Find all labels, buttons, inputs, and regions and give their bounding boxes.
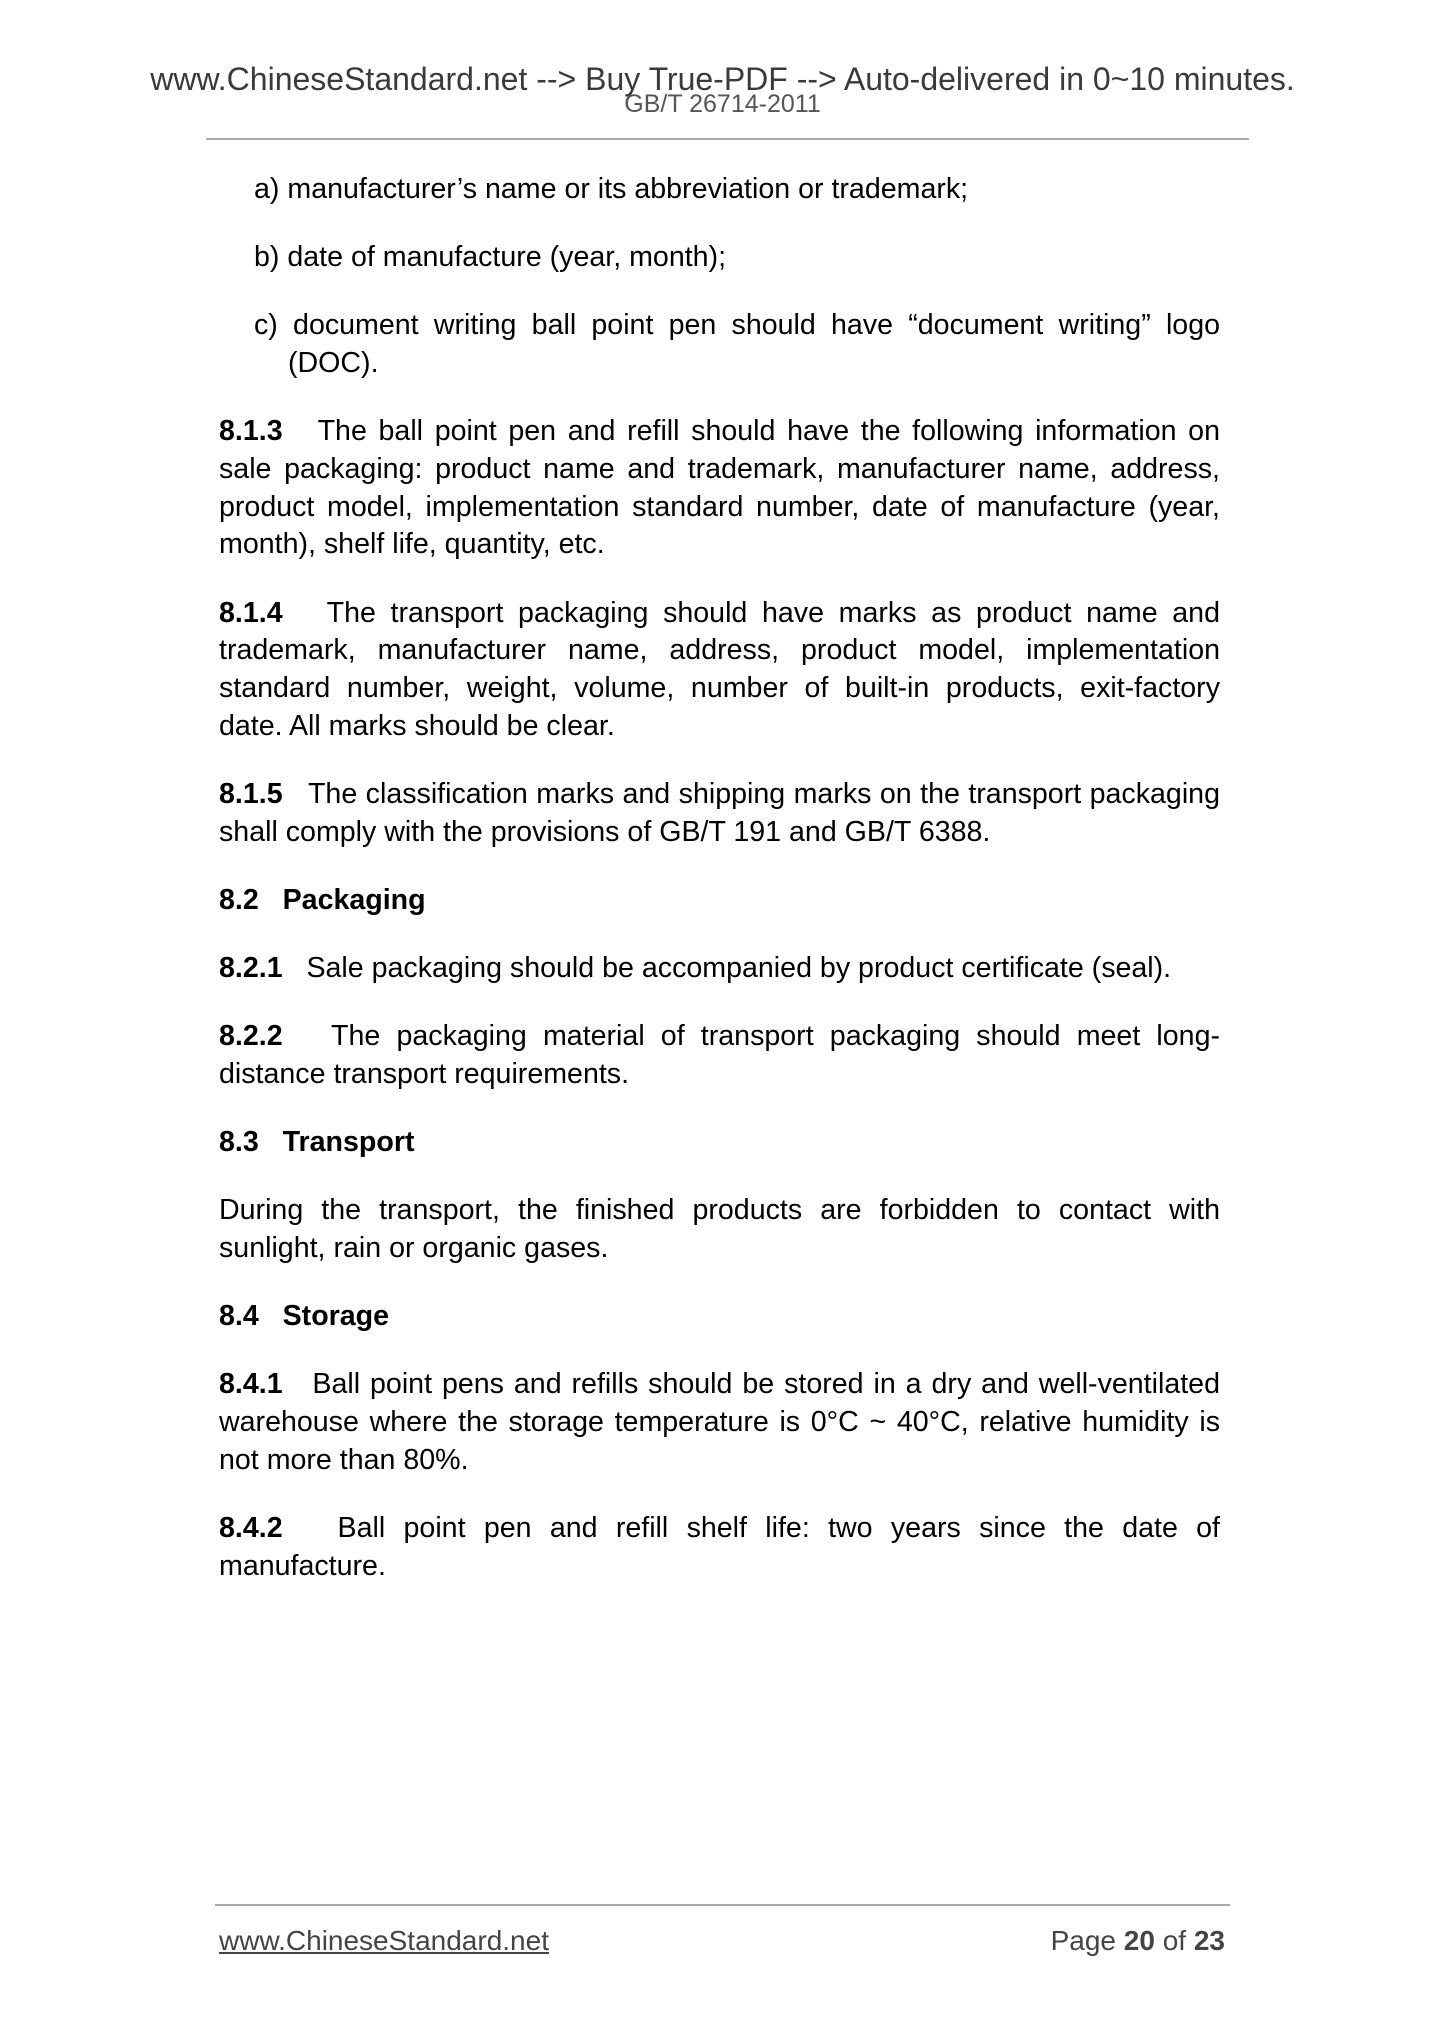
clause-text: Ball point pen and refill shelf life: two years since the date of manufacture. <box>219 1512 1220 1582</box>
clause-paragraph <box>219 413 1220 564</box>
clause-paragraph <box>219 950 1220 988</box>
heading-text: Storage <box>282 1300 390 1333</box>
section-heading <box>219 882 1220 920</box>
clause-paragraph <box>219 595 1220 746</box>
section-heading <box>219 1298 1220 1336</box>
clause-text: Ball point pens and refills should be stored in a dry and well-ventilated warehouse where the storage temperature is 0°C ~ 40°C, relative humidity is not more than 80%. <box>219 1368 1220 1476</box>
list-item: a) manufacturer’s name or its abbreviation or trademark; <box>254 173 969 205</box>
clause-text: The transport packaging should have marks as product name and trademark, manufacturer name, address, product model, implementation standard number, weight, volume, number of built-in products, exit-factory date. All marks should be clear. <box>219 596 1220 742</box>
clause-paragraph <box>219 776 1220 851</box>
clause-number: 8.1.5 <box>219 777 283 810</box>
section-heading <box>219 1124 1220 1162</box>
footer-website-link[interactable]: www.ChineseStandard.net <box>219 1925 549 1956</box>
heading-text: Transport <box>282 1126 415 1159</box>
list-item: b) date of manufacture (year, month); <box>254 241 727 274</box>
header-banner: www.ChineseStandard.net --> Buy True-PDF --> Auto-delivered in 0~10 minutes. <box>150 61 1295 97</box>
clause-number: 8.4 <box>219 1300 259 1333</box>
clause-number: 8.2.1 <box>219 952 283 985</box>
clause-text: The ball point pen and refill should have the following information on sale packaging: product name and trademark, manufacturer name, address, product model, implementation standard number, date of manufacture (year, month), shelf life, quantity, etc. <box>219 415 1220 561</box>
clause-paragraph <box>219 1366 1220 1479</box>
clause-paragraph <box>219 1510 1220 1585</box>
standard-number: GB/T 26714-2011 <box>624 90 821 118</box>
clause-number: 8.4.1 <box>219 1368 283 1401</box>
page-indicator <box>1051 1924 1225 1958</box>
document-body <box>219 171 1220 1616</box>
page-prefix: Page <box>1050 1925 1116 1956</box>
clause-number: 8.3 <box>219 1126 259 1159</box>
page-current: 20 <box>1123 1925 1155 1956</box>
clause-paragraph <box>219 1018 1220 1093</box>
header-divider <box>206 138 1249 140</box>
clause-text: Sale packaging should be accompanied by product certificate (seal). <box>306 952 1172 985</box>
clause-text: The packaging material of transport packaging should meet long-distance transport requirements. <box>219 1020 1220 1090</box>
clause-number: 8.2 <box>219 883 259 916</box>
footer-divider <box>215 1904 1230 1906</box>
list-item: c) document writing ball point pen should have “document writing” logo (DOC). <box>254 309 1220 380</box>
clause-number: 8.2.2 <box>219 1020 283 1053</box>
heading-text: Packaging <box>282 883 426 916</box>
clause-paragraph <box>219 1192 1220 1267</box>
page-total: 23 <box>1193 1925 1225 1956</box>
clause-text: During the transport, the finished products are forbidden to contact with sunlight, rain or organic gases. <box>219 1194 1220 1265</box>
clause-number: 8.1.4 <box>219 596 283 629</box>
page-of: of <box>1162 1925 1187 1956</box>
clause-number: 8.1.3 <box>219 415 283 448</box>
clause-number: 8.4.2 <box>219 1512 283 1545</box>
clause-text: The classification marks and shipping marks on the transport packaging shall comply with the provisions of GB/T 191 and GB/T 6388. <box>219 777 1220 848</box>
